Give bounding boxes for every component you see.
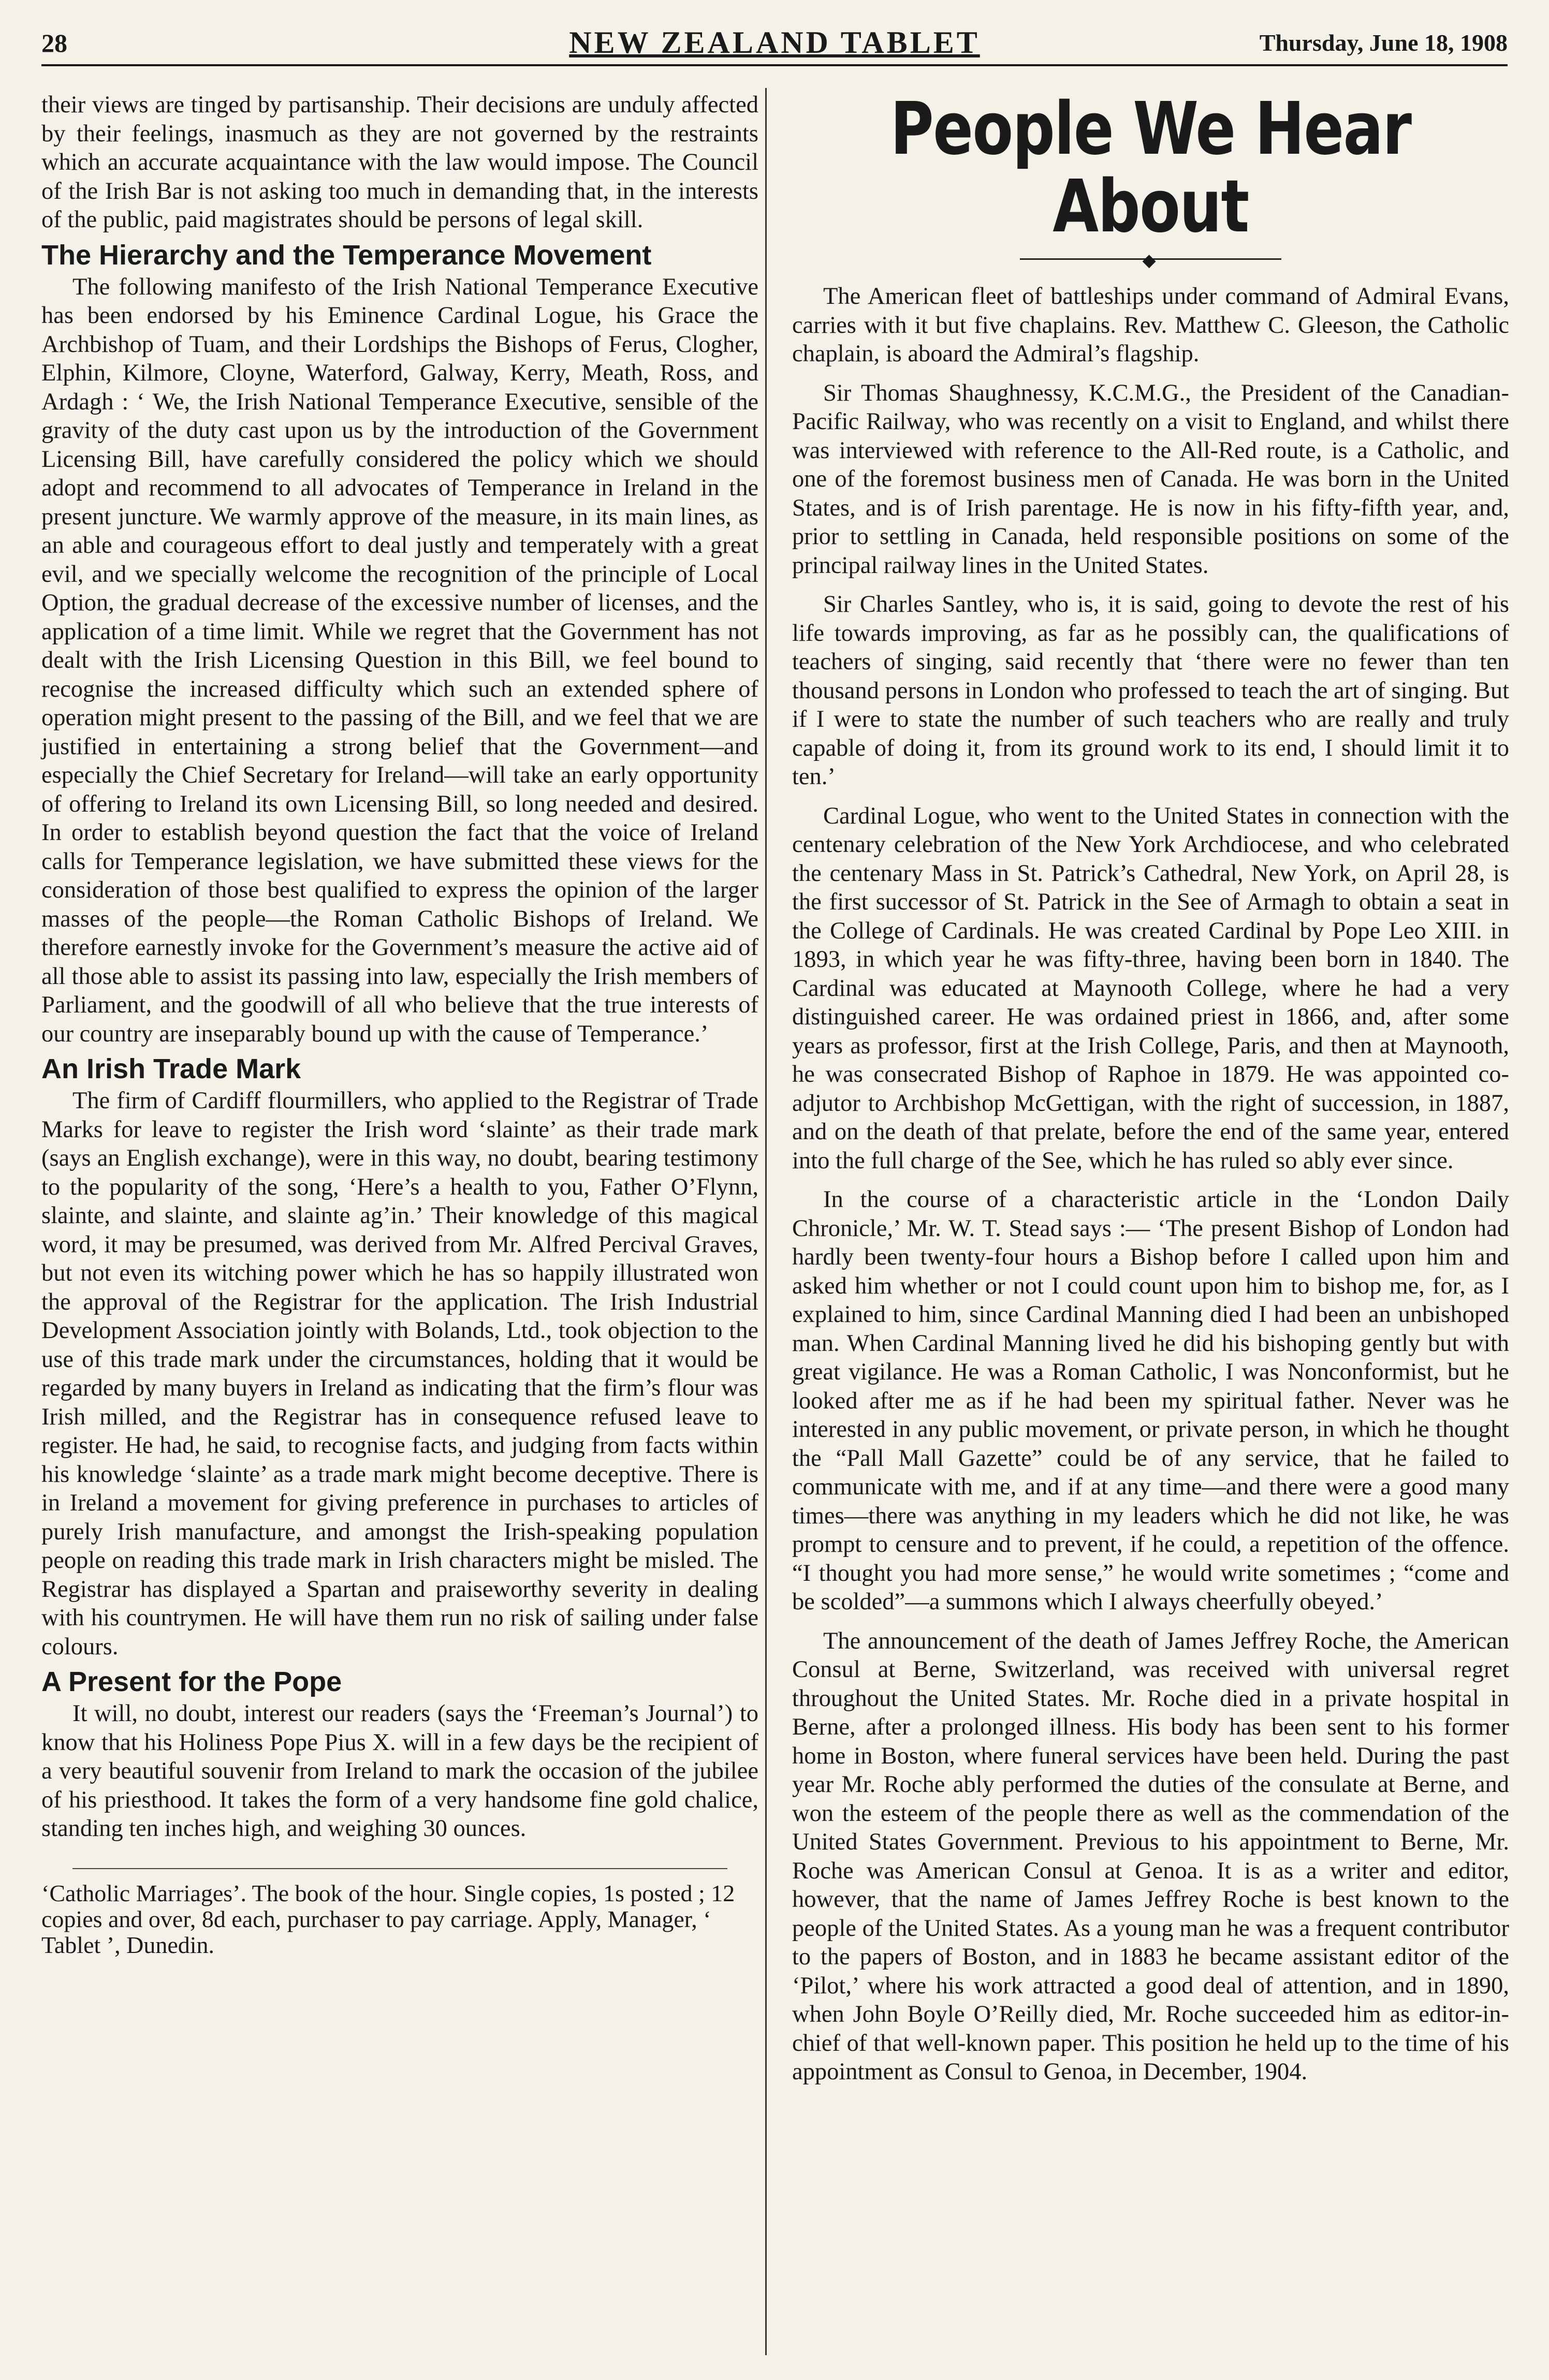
section-heading-temperance: The Hierarchy and the Temperance Movement: [41, 239, 652, 271]
news-item: The American fleet of battleships under command of Admiral Evans, carries with it but five chaplains. Rev. Matthew C. Gleeson, the Catholic chaplain, is aboard the Admiral’s flagship.: [792, 283, 1509, 367]
section-heading-pope: A Present for the Pope: [41, 1666, 342, 1697]
advert-catholic-marriages: ‘Catholic Marriages’. The book of the hour. Single copies, 1s posted ; 12 copies and over, 8d each, purchaser to pay carriage. Apply, Manager, ‘ Tablet ’, Dunedin.: [41, 1879, 735, 1958]
left-column: [41, 91, 758, 1958]
masthead: NEW ZEALAND TABLET: [569, 25, 980, 60]
section-body-trade-mark: The firm of Cardiff flourmillers, who applied to the Registrar of Trade Marks for leave to register the Irish word ‘slainte’ as their trade mark (says an English exchange), were in this way, no doubt, bearing testimony to the popularity of the song, ‘Here’s a health to you, Father O’Flynn, slainte, and slainte, and slainte ag’in.’ Their knowledge of this magical word, it may be presumed, was derived from Mr. Alfred Percival Graves, but not even its witching power which he has so happily illustrated won the approval of the Registrar for the application. The Irish Industrial Development Association jointly with Bolands, Ltd., took objection to the use of this trade mark under the circumstances, holding that it would be regarded by many buyers in Ireland as indicating that the firm’s flour was Irish milled, and the Registrar has in consequence refused leave to register. He had, he said, to recognise facts, and judging from facts within his knowledge ‘slainte’ as a trade mark might become deceptive. There is in Ireland a movement for giving preference in purchases to articles of purely Irish manufacture, and amongst the Irish-speaking population people on reading this trade mark in Irish characters might be misled. The Registrar has displayed a Spartan and praiseworthy severity in dealing with his countrymen. He will have them run no risk of sailing under false colours.: [41, 1088, 758, 1660]
page-number: 28: [41, 28, 67, 57]
section-body-pope: It will, no doubt, interest our readers (says the ‘Freeman’s Journal’) to know that his Holiness Pope Pius X. will in a few days be the recipient of a very beautiful souvenir from Ireland to mark the occasion of the jubilee of his priesthood. It takes the form of a very handsome fine gold chalice, standing ten inches high, and weighing 30 ounces.: [41, 1700, 758, 1842]
intro-paragraph: their views are tinged by partisanship. Their decisions are unduly affected by their feelings, inasmuch as they are not governed by the restraints which an accurate acquaintance with the law would impose. The Council of the Irish Bar is not asking too much in demanding that, in the interests of the public, paid magistrates should be persons of legal skill.: [41, 92, 758, 233]
news-item: Sir Charles Santley, who is, it is said, going to devote the rest of his life towards improving, as far as he possibly can, the qualifications of teachers of singing, said recently that ‘there were no fewer than ten thousand persons in London who professed to teach the art of singing. But if I were to state the number of such teachers who are really and truly capable of doing it, from its ground work to its end, I should limit it to ten.’: [792, 591, 1509, 790]
news-item: The announcement of the death of James Jeffrey Roche, the American Consul at Berne, Switzerland, was received with universal regret throughout the United States. Mr. Roche died in a private hospital in Berne, after a prolonged illness. His body has been sent to his former home in Boston, where funeral services have been held. During the past year Mr. Roche ably performed the duties of the consulate at Berne, and won the esteem of the people there as well as the commendation of the United States Government. Previous to his appointment to Berne, Mr. Roche was American Consul at Genoa. It is as a writer and editor, however, that the name of James Jeffrey Roche is best known to the people of the United States. As a young man he was a frequent contributor to the papers of Boston, and in 1883 he became assistant editor of the ‘Pilot,’ where his work attracted a good deal of attention, and in 1890, when John Boyle O’Reilly died, Mr. Roche succeeded him as editor-in-chief of that well-known paper. This position he held up to the time of his appointment as Consul to Genoa, in December, 1904.: [792, 1627, 1509, 2085]
news-item: Sir Thomas Shaughnessy, K.C.M.G., the President of the Canadian-Pacific Railway, who was recently on a visit to England, and whilst there was interviewed with reference to the All-Red route, is a Catholic, and one of the foremost business men of Canada. He was born in the United States, and is of Irish parentage. He is now in his fifty-fifth year, and, prior to settling in Canada, held responsible positions on some of the principal railway lines in the United States.: [792, 379, 1509, 579]
title-ornament: [792, 249, 1509, 270]
section-heading-trade-mark: An Irish Trade Mark: [41, 1053, 301, 1084]
news-item: In the course of a characteristic article in the ‘London Daily Chronicle,’ Mr. W. T. Stead says :— ‘The present Bishop of London had hardly been twenty-four hours a Bishop before I called upon him and asked him whether or not I could count upon him to bishop me, for, as I explained to him, since Cardinal Manning died I had been an unbishoped man. When Cardinal Manning lived he did his bishoping gently but with great vigilance. He was a Roman Catholic, I was Nonconformist, but he looked after me as if he had been my spiritual father. Never was he interested in any public movement, or private person, in which he thought the “Pall Mall Gazette” could be of any service, that he failed to communicate with me, and if at any time—and there were a good many times—there was anything in my leaders which he did not like, he was prompt to censure and to prevent, if he could, a repetition of the offence. “I thought you had more sense,” he would write sometimes ; “come and be scolded”—a summons which I always cheerfully obeyed.’: [792, 1186, 1509, 1615]
column-divider: [765, 88, 767, 2355]
people-title: People We Hear About: [890, 87, 1411, 249]
right-column: [792, 87, 1509, 2097]
news-item: Cardinal Logue, who went to the United States in connection with the centenary celebration of the New York Archdiocese, and who celebrated the centenary Mass in St. Patrick’s Cathedral, New York, on April 28, is the first successor of St. Patrick in the See of Armagh to obtain a seat in the College of Cardinals. He was created Cardinal by Pope Leo XIII. in 1893, in which year he was fifty-three, having been born in 1840. The Cardinal was educated at Maynooth College, where he had a very distinguished career. He was ordained priest in 1866, and, after some years as professor, first at the Irish College, Paris, and then at Maynooth, he was consecrated Bishop of Raphoe in 1879. He was appointed co-adjutor to Archbishop McGettigan, with the right of succession, in 1887, and on the death of that prelate, before the end of the same year, entered into the full charge of the See, which he has ruled so ably ever since.: [792, 802, 1509, 1174]
issue-date: Thursday, June 18, 1908: [1259, 30, 1508, 56]
diamond-icon: ◆: [1142, 251, 1156, 270]
section-body-temperance: The following manifesto of the Irish National Temperance Executive has been endorsed by his Eminence Cardinal Logue, his Grace the Archbishop of Tuam, and their Lordships the Bishops of Ferus, Clogher, Elphin, Kilmore, Cloyne, Waterford, Galway, Kerry, Meath, Ross, and Ardagh : ‘ We, the Irish National Temperance Executive, sensible of the gravity of the duty cast upon us by the introduction of the Government Licensing Bill, have carefully considered the policy which we should adopt and recommend to all advocates of Temperance in Ireland in the present juncture. We warmly approve of the measure, in its main lines, as an able and courageous effort to deal justly and temperately with a great evil, and we specially welcome the recognition of the principle of Local Option, the gradual decrease of the excessive number of licenses, and the application of a time limit. While we regret that the Government has not dealt with the Irish Licensing Question in this Bill, we feel bound to recognise the increased difficulty which such an extended sphere of operation might present to the passing of the Bill, and we feel that we are justified in entertaining a strong belief that the Government—and especially the Chief Secretary for Ireland—will take an early opportunity of offering to Ireland its own Licensing Bill, so long needed and desired. In order to establish beyond question the fact that the voice of Ireland calls for Temperance legislation, we have submitted these views for the consideration of those best qualified to express the opinion of the larger masses of the people—the Roman Catholic Bishops of Ireland. We therefore earnestly invoke for the Government’s measure the active aid of all those able to assist its passing into law, especially the Irish members of Parliament, and the goodwill of all who believe that the true interests of our country are inseparably bound up with the cause of Temperance.’: [41, 273, 758, 1047]
advert-rule: [72, 1868, 727, 1869]
page-header: [41, 25, 1508, 66]
